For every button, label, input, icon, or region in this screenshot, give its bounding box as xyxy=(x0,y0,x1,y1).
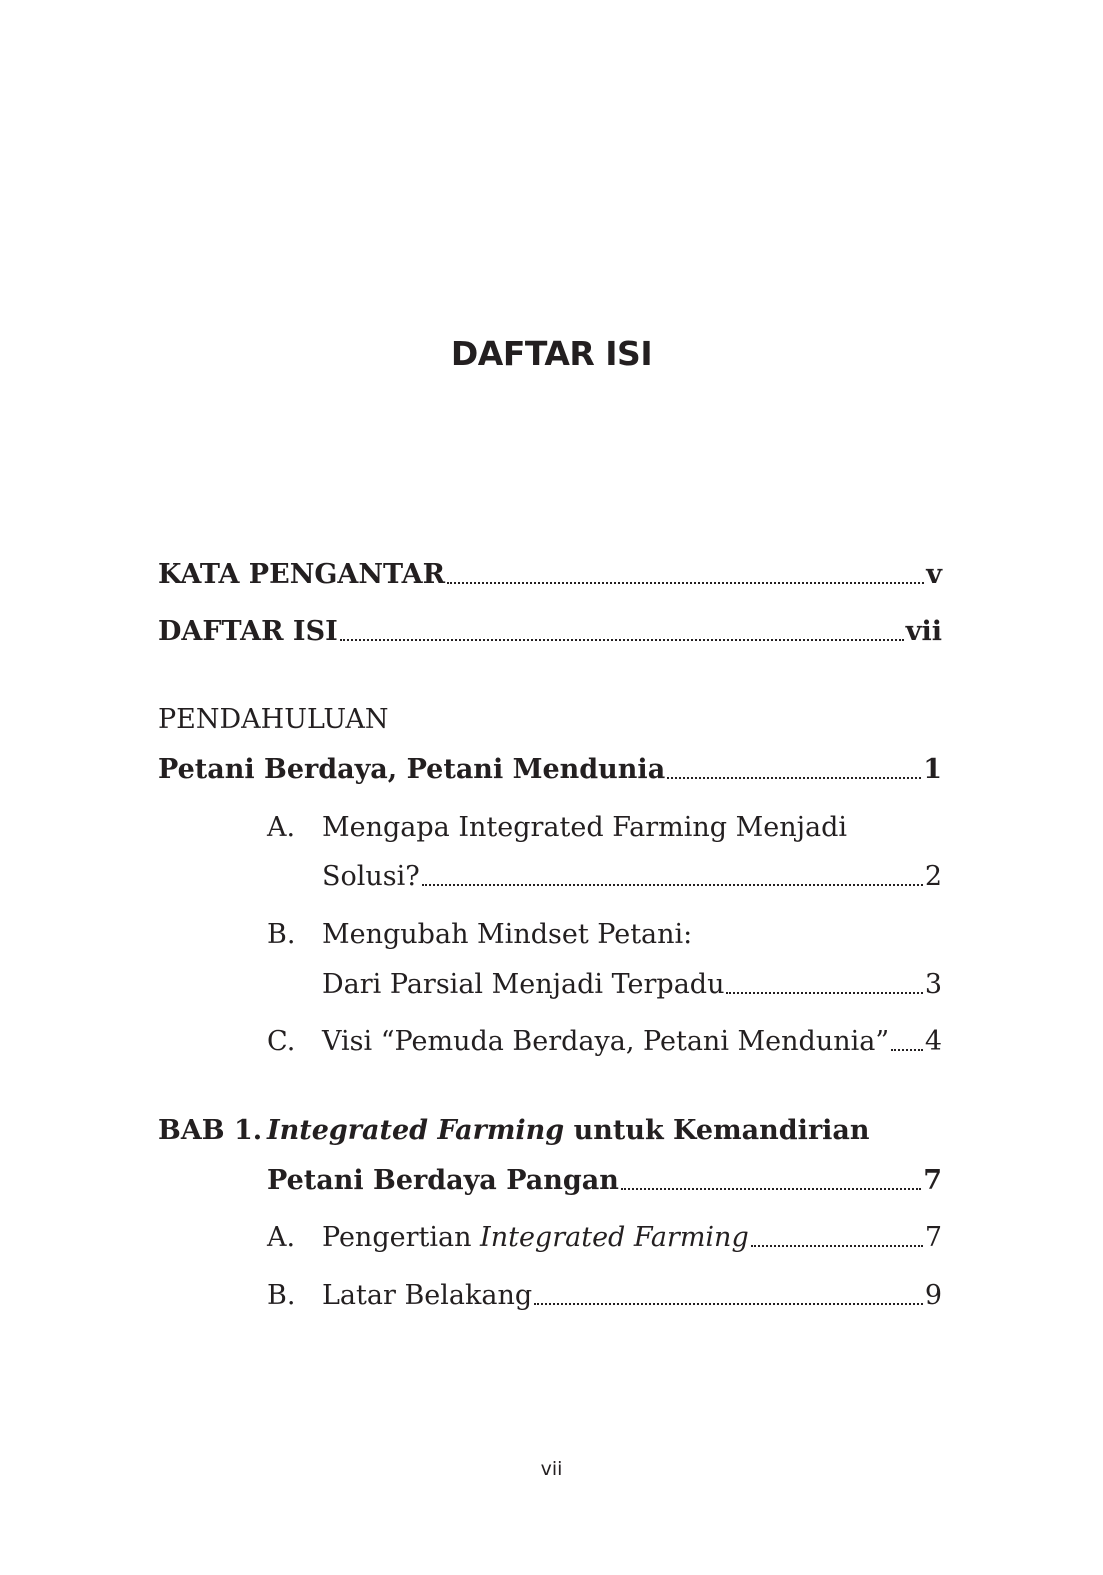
entry-label: DAFTAR ISI xyxy=(158,616,338,647)
entry-letter: A. xyxy=(267,1222,296,1253)
toc-entry-bab1-b[interactable] xyxy=(322,1279,942,1313)
entry-page: 1 xyxy=(923,754,942,785)
dot-leader xyxy=(422,884,923,886)
entry-page: 9 xyxy=(924,1280,942,1311)
entry-label: Petani Berdaya Pangan xyxy=(267,1165,619,1196)
toc-entry-pendahuluan[interactable] xyxy=(158,753,942,787)
entry-page: 2 xyxy=(924,861,942,892)
entry-label: Visi “Pemuda Berdaya, Petani Mendunia” xyxy=(322,1026,890,1057)
chapter-number xyxy=(158,1114,262,1148)
entry-letter: B. xyxy=(267,1280,296,1311)
entry-letter: A. xyxy=(267,812,296,843)
entry-label-italic: Integrated Farming xyxy=(267,1115,565,1146)
entry-page: 4 xyxy=(924,1026,942,1057)
heading-label: PENDAHULUAN xyxy=(158,704,389,735)
entry-label-rest: untuk Kemandirian xyxy=(564,1115,870,1146)
entry-label: KATA PENGANTAR xyxy=(158,559,446,590)
toc-entry-pend-a-line1[interactable] xyxy=(322,811,847,845)
toc-entry-pend-a-line2[interactable] xyxy=(322,860,942,894)
dot-leader xyxy=(447,582,924,584)
dot-leader xyxy=(667,777,921,779)
entry-page: v xyxy=(926,559,942,590)
toc-entry-pend-c[interactable] xyxy=(322,1025,942,1059)
dot-leader xyxy=(751,1245,923,1247)
entry-label-prefix: Pengertian xyxy=(322,1222,481,1253)
chapter-number-label: BAB 1. xyxy=(158,1115,263,1146)
entry-page: vii xyxy=(905,616,942,647)
page-number: vii xyxy=(540,1458,563,1480)
entry-page: 3 xyxy=(924,969,942,1000)
entry-label: Mengapa Integrated Farming Menjadi xyxy=(322,812,848,843)
entry-label: Latar Belakang xyxy=(322,1280,533,1311)
dot-leader xyxy=(534,1303,923,1305)
toc-entry-kata-pengantar[interactable] xyxy=(158,558,942,592)
entry-page: 7 xyxy=(924,1222,942,1253)
section-heading-pendahuluan xyxy=(158,703,388,737)
dot-leader xyxy=(621,1188,921,1190)
entry-label: Mengubah Mindset Petani: xyxy=(322,919,693,950)
dot-leader xyxy=(891,1049,923,1051)
toc-entry-bab1-a[interactable] xyxy=(322,1221,942,1255)
dot-leader xyxy=(340,639,904,641)
toc-entry-daftar-isi[interactable] xyxy=(158,615,942,649)
entry-label: Dari Parsial Menjadi Terpadu xyxy=(322,969,725,1000)
entry-page: 7 xyxy=(923,1165,942,1196)
page-title: DAFTAR ISI xyxy=(450,334,653,373)
toc-entry-pend-b-line1[interactable] xyxy=(322,918,692,952)
entry-label xyxy=(322,1221,749,1255)
toc-entry-bab1-line1[interactable] xyxy=(267,1114,870,1148)
entry-letter: C. xyxy=(267,1026,296,1057)
entry-label: Petani Berdaya, Petani Mendunia xyxy=(158,754,666,785)
toc-entry-bab1-line2[interactable] xyxy=(267,1164,942,1198)
toc-entry-pend-b-line2[interactable] xyxy=(322,968,942,1002)
entry-label-italic: Integrated Farming xyxy=(480,1222,749,1253)
entry-letter: B. xyxy=(267,919,296,950)
entry-label xyxy=(267,1114,870,1148)
dot-leader xyxy=(726,992,922,994)
entry-label: Solusi? xyxy=(322,861,420,892)
